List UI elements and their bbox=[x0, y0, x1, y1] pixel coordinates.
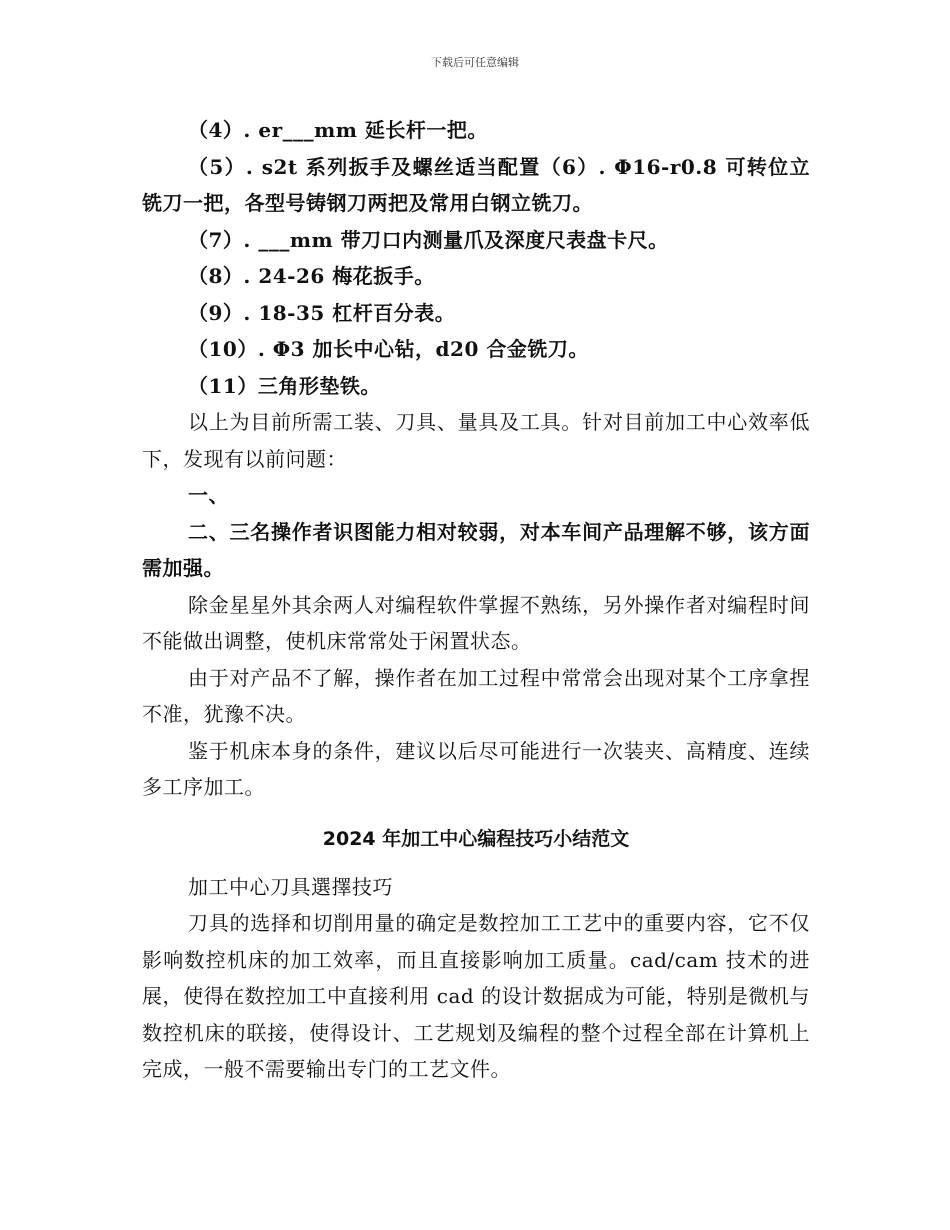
list-item: （5）. s2t 系列扳手及螺丝适当配置（6）. Φ16-r0.8 可转位立铣刀一把，各型号铸钢刀两把及常用白钢立铣刀。 bbox=[142, 154, 810, 215]
body-paragraph: 由于对产品不了解，操作者在加工过程中常常会出现对某个工序拿捏不准，犹豫不决。 bbox=[142, 665, 810, 726]
list-item: （8）. 24-26 梅花扳手。 bbox=[188, 264, 435, 288]
issue-item: 二、三名操作者识图能力相对较弱，对本车间产品理解不够，该方面需加强。 bbox=[142, 519, 810, 580]
list-item: （10）. Φ3 加长中心钻，d20 合金铣刀。 bbox=[188, 337, 589, 361]
list-item: （9）. 18-35 杠杆百分表。 bbox=[188, 300, 456, 325]
list-item: （11）三角形垫铁。 bbox=[188, 373, 381, 398]
list-item: （7）. ___mm 带刀口内测量爪及深度尺表盘卡尺。 bbox=[188, 227, 669, 252]
page-header: 下载后可任意编辑 bbox=[431, 56, 519, 69]
subheading-paragraph: 加工中心刀具選擇技巧 bbox=[188, 874, 393, 899]
document-body bbox=[142, 112, 810, 1088]
summary-paragraph: 以上为目前所需工装、刀具、量具及工具。针对目前加工中心效率低下，发现有以前问题： bbox=[142, 410, 810, 471]
body-paragraph: 鉴于机床本身的条件，建议以后尽可能进行一次装夹、高精度、连续多工序加工。 bbox=[142, 738, 810, 799]
issue-item: 一、 bbox=[188, 483, 229, 507]
body-paragraph: 除金星星外其余两人对编程软件掌握不熟练，另外操作者对编程时间不能做出调整，使机床常常处于闲置状态。 bbox=[142, 592, 810, 653]
section-title: 2024 年加工中心编程技巧小结范文 bbox=[322, 827, 630, 850]
body-paragraph: 刀具的选择和切削用量的确定是数控加工工艺中的重要内容，它不仅影响数控机床的加工效率，而且直接影响加工质量。cad/cam 技术的进展，使得在数控加工中直接利用 cad 的设计数据成为可能，特别是微机与数控机床的联接，使得设计、工艺规划及编程的整个过程全部在计算机上完成，一般不需要输出专门的工艺文件。 bbox=[142, 911, 810, 1081]
list-item: （4）. er___mm 延长杆一把。 bbox=[188, 118, 488, 142]
